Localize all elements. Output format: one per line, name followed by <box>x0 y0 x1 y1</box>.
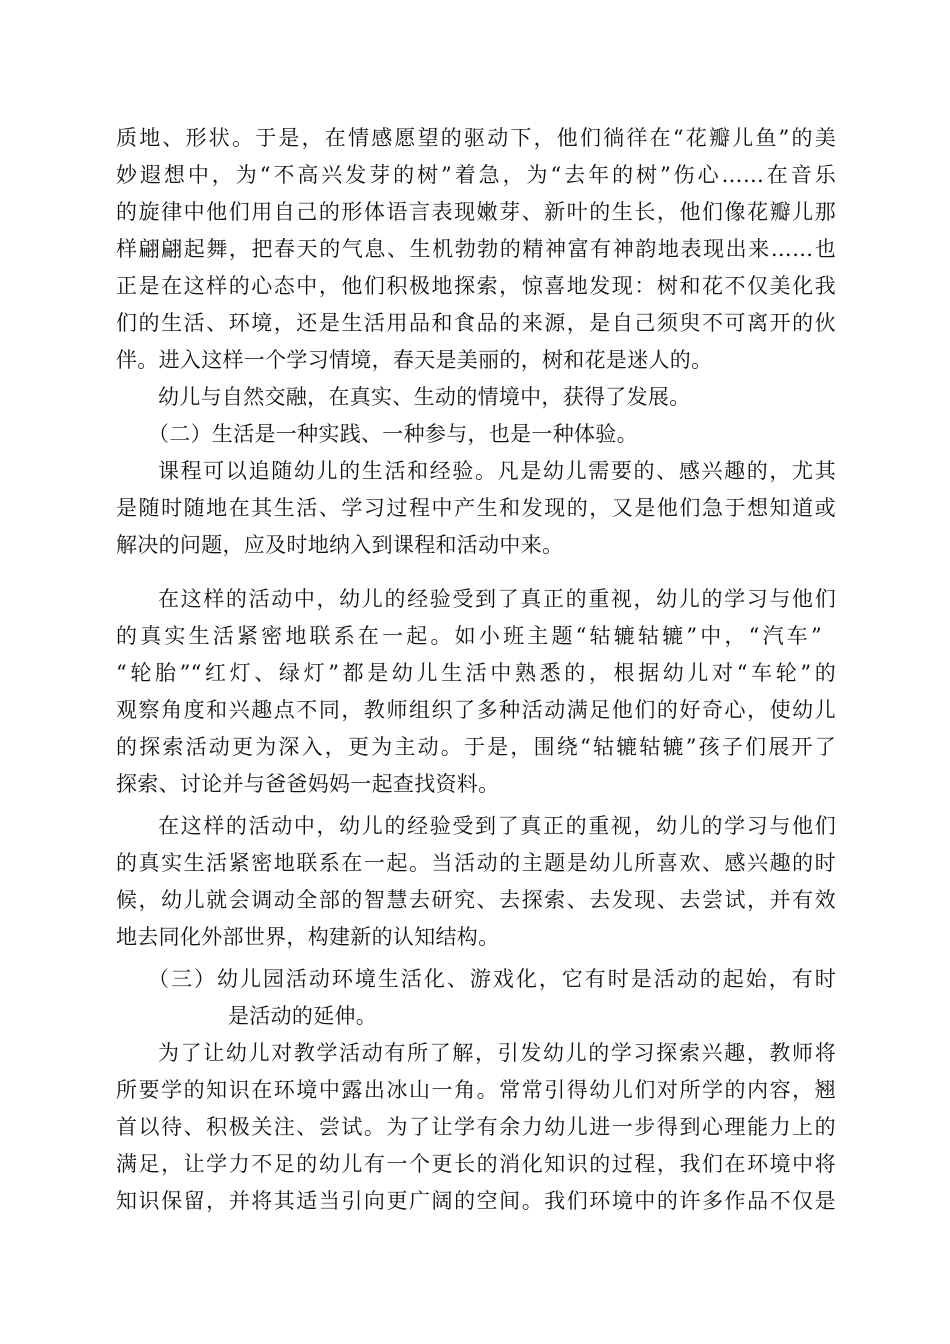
text-line: 的旋律中他们用自己的形体语言表现嫩芽、新叶的生长，他们像花瓣儿那 <box>116 200 836 224</box>
text-line: 观察角度和兴趣点不同，教师组织了多种活动满足他们的好奇心，使幼儿 <box>116 698 836 722</box>
paragraph-line: 为了让幼儿对教学活动有所了解，引发幼儿的学习探索兴趣，教师将 <box>158 1041 836 1065</box>
text-line: 的探索活动更为深入，更为主动。于是，围绕“轱辘轱辘”孩子们展开了 <box>116 735 836 759</box>
text-line: 们的生活、环境，还是生活用品和食品的来源，是自己须臾不可离开的伙 <box>116 311 836 335</box>
section-heading-continuation: 是活动的延伸。 <box>228 1004 378 1028</box>
paragraph-line: 在这样的活动中，幼儿的经验受到了真正的重视，幼儿的学习与他们 <box>158 587 836 611</box>
text-line: 是随时随地在其生活、学习过程中产生和发现的，又是他们急于想知道或 <box>116 496 836 520</box>
text-line: “轮胎”“红灯、绿灯”都是幼儿生活中熟悉的，根据幼儿对“车轮”的 <box>116 661 836 685</box>
text-line: 探索、讨论并与爸爸妈妈一起查找资料。 <box>116 772 500 796</box>
text-line: 样翩翩起舞，把春天的气息、生机勃勃的精神富有神韵地表现出来……也 <box>116 237 836 261</box>
section-heading: （二）生活是一种实践、一种参与，也是一种体验。 <box>148 422 638 446</box>
section-heading: （三）幼儿园活动环境生活化、游戏化，它有时是活动的起始，有时 <box>148 967 836 991</box>
text-line: 的真实生活紧密地联系在一起。当活动的主题是幼儿所喜欢、感兴趣的时 <box>116 851 836 875</box>
text-line: 候，幼儿就会调动全部的智慧去研究、去探索、去发现、去尝试，并有效 <box>116 888 836 912</box>
text-line: 妙遐想中，为“不高兴发芽的树”着急，为“去年的树”伤心……在音乐 <box>116 163 836 187</box>
text-line: 地去同化外部世界，构建新的认知结构。 <box>116 925 500 949</box>
text-line: 正是在这样的心态中，他们积极地探索，惊喜地发现：树和花不仅美化我 <box>116 274 836 298</box>
paragraph-line: 幼儿与自然交融，在真实、生动的情境中，获得了发展。 <box>158 385 691 409</box>
text-line: 的真实生活紧密地联系在一起。如小班主题“轱辘轱辘”中，“汽车” <box>116 624 822 648</box>
paragraph-line: 课程可以追随幼儿的生活和经验。凡是幼儿需要的、感兴趣的，尤其 <box>158 459 836 483</box>
text-line: 首以待、积极关注、尝试。为了让学有余力幼儿进一步得到心理能力上的 <box>116 1115 836 1139</box>
paragraph-line: 在这样的活动中，幼儿的经验受到了真正的重视，幼儿的学习与他们 <box>158 814 836 838</box>
text-line: 满足，让学力不足的幼儿有一个更长的消化知识的过程，我们在环境中将 <box>116 1152 836 1176</box>
text-line: 知识保留，并将其适当引向更广阔的空间。我们环境中的许多作品不仅是 <box>116 1189 836 1213</box>
text-line: 所要学的知识在环境中露出冰山一角。常常引得幼儿们对所学的内容，翘 <box>116 1078 836 1102</box>
text-line: 伴。进入这样一个学习情境，春天是美丽的，树和花是迷人的。 <box>116 348 713 372</box>
text-line: 质地、形状。于是，在情感愿望的驱动下，他们徜徉在“花瓣儿鱼”的美 <box>116 126 836 150</box>
text-line: 解决的问题，应及时地纳入到课程和活动中来。 <box>116 533 564 557</box>
